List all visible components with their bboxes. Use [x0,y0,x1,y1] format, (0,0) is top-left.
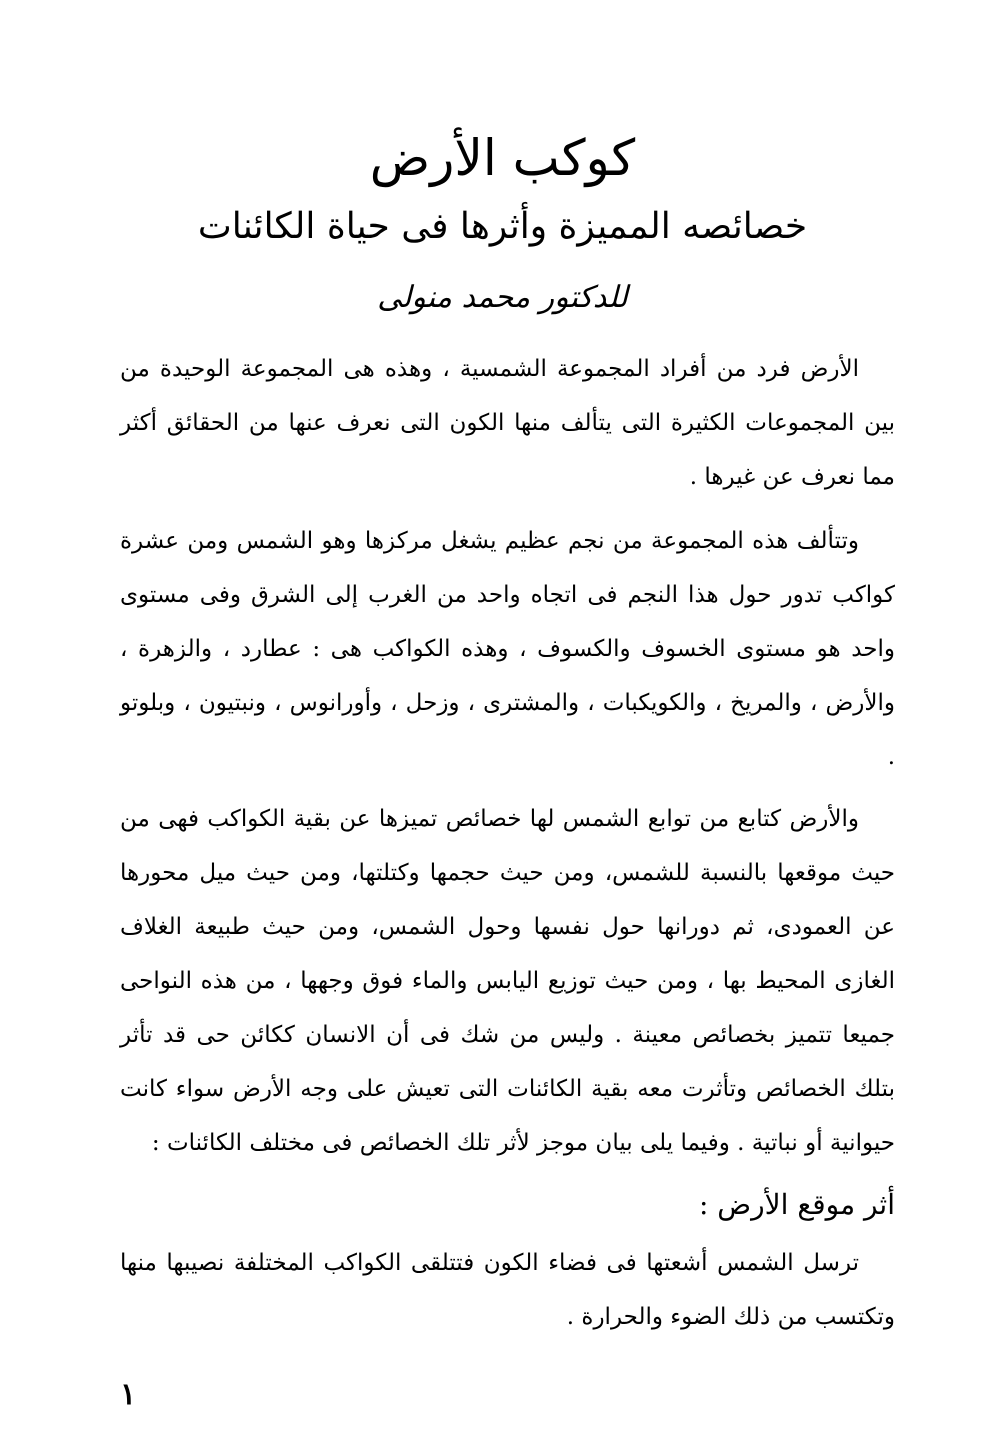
page-number: ١ [120,1377,137,1412]
article-body [120,342,895,1344]
paragraph-earth-characteristics: والأرض كتابع من توابع الشمس لها خصائص تميزها عن بقية الكواكب فهى من حيث موقعها بالنسبة للشمس، ومن حيث حجمها وكتلتها، ومن حيث ميل محورها عن العمودى، ثم دورانها حول نفسها وحول الشمس، ومن حيث طبيعة الغلاف الغازى المحيط بها ، ومن حيث توزيع اليابس والماء فوق وجهها ، من هذه النواحى جميعا تتميز بخصائص معينة . وليس من شك فى أن الانسان ككائن حى قد تأثر بتلك الخصائص وتأثرت معه بقية الكائنات التى تعيش على وجه الأرض سواء كانت حيوانية أو نباتية . وفيما يلى بيان موجز لأثر تلك الخصائص فى مختلف الكائنات : [120,806,895,1156]
page-title: كوكب الأرض [369,129,636,187]
author-name: للدكتور محمد منولى [377,280,628,315]
paragraph-solar-system: وتتألف هذه المجموعة من نجم عظيم يشغل مركزها وهو الشمس ومن عشرة كواكب تدور حول هذا النجم فى اتجاه واحد من الغرب إلى الشرق وفى مستوى واحد هو مستوى الخسوف والكسوف ، وهذه الكواكب هى : عطارد ، والزهرة ، والأرض ، والمريخ ، والكويكبات ، والمشترى ، وزحل ، وأورانوس ، ونبتيون ، وبلوتو . [120,528,895,770]
paragraph-sun-rays: ترسل الشمس أشعتها فى فضاء الكون فتتلقى الكواكب المختلفة نصيبها منها وتكتسب من ذلك الضوء والحرارة . [120,1250,895,1330]
paragraph-intro: الأرض فرد من أفراد المجموعة الشمسية ، وهذه هى المجموعة الوحيدة من بين المجموعات الكثيرة التى يتألف منها الكون التى نعرف عنها من الحقائق أكثر مما نعرف عن غيرها . [120,356,895,490]
page-subtitle: خصائصه المميزة وأثرها فى حياة الكائنات [197,206,808,247]
section-heading-earth-position: أثر موقع الأرض : [698,1188,895,1221]
